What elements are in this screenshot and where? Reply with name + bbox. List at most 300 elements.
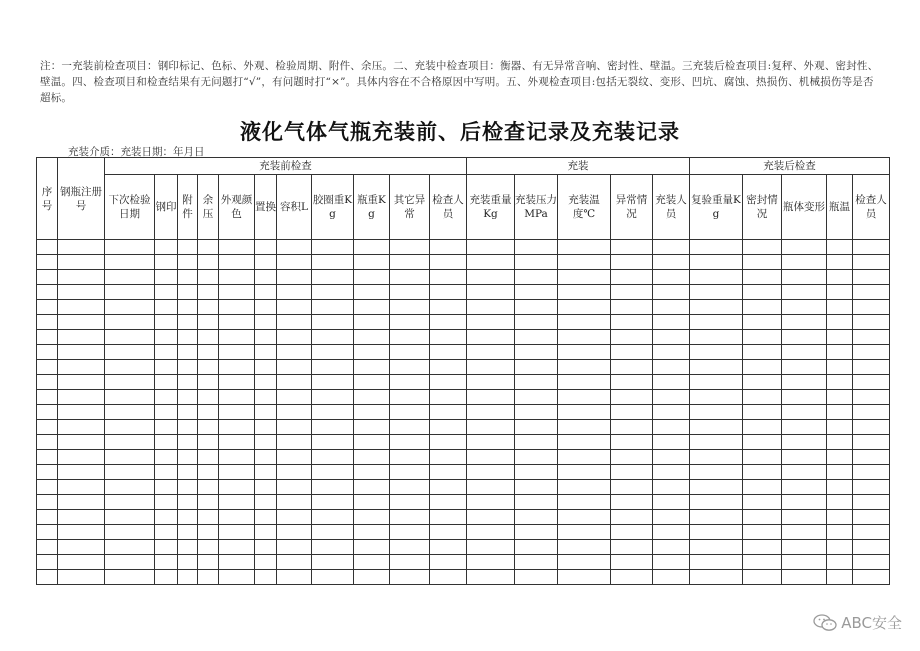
table-cell[interactable] bbox=[255, 465, 277, 480]
table-cell[interactable] bbox=[37, 405, 58, 420]
table-cell[interactable] bbox=[611, 315, 653, 330]
table-cell[interactable] bbox=[827, 420, 853, 435]
table-cell[interactable] bbox=[390, 360, 430, 375]
table-cell[interactable] bbox=[219, 285, 255, 300]
table-cell[interactable] bbox=[430, 285, 467, 300]
table-cell[interactable] bbox=[430, 360, 467, 375]
table-cell[interactable] bbox=[390, 240, 430, 255]
table-cell[interactable] bbox=[277, 465, 312, 480]
table-cell[interactable] bbox=[782, 375, 827, 390]
table-cell[interactable] bbox=[558, 330, 611, 345]
table-cell[interactable] bbox=[312, 435, 354, 450]
table-cell[interactable] bbox=[467, 390, 515, 405]
table-cell[interactable] bbox=[105, 360, 155, 375]
table-cell[interactable] bbox=[467, 330, 515, 345]
table-cell[interactable] bbox=[782, 435, 827, 450]
table-cell[interactable] bbox=[255, 315, 277, 330]
table-cell[interactable] bbox=[198, 345, 219, 360]
table-cell[interactable] bbox=[743, 360, 782, 375]
table-cell[interactable] bbox=[105, 375, 155, 390]
table-cell[interactable] bbox=[312, 465, 354, 480]
table-cell[interactable] bbox=[467, 285, 515, 300]
table-cell[interactable] bbox=[653, 255, 690, 270]
table-cell[interactable] bbox=[58, 360, 105, 375]
table-cell[interactable] bbox=[155, 270, 178, 285]
table-cell[interactable] bbox=[743, 300, 782, 315]
table-cell[interactable] bbox=[198, 255, 219, 270]
table-cell[interactable] bbox=[743, 555, 782, 570]
table-cell[interactable] bbox=[853, 465, 890, 480]
table-cell[interactable] bbox=[312, 315, 354, 330]
table-cell[interactable] bbox=[467, 525, 515, 540]
table-cell[interactable] bbox=[219, 330, 255, 345]
table-cell[interactable] bbox=[354, 555, 390, 570]
table-cell[interactable] bbox=[782, 270, 827, 285]
table-cell[interactable] bbox=[853, 570, 890, 585]
table-cell[interactable] bbox=[178, 270, 198, 285]
table-cell[interactable] bbox=[277, 435, 312, 450]
table-cell[interactable] bbox=[178, 345, 198, 360]
table-cell[interactable] bbox=[178, 420, 198, 435]
table-cell[interactable] bbox=[105, 300, 155, 315]
table-cell[interactable] bbox=[653, 240, 690, 255]
table-cell[interactable] bbox=[255, 420, 277, 435]
table-cell[interactable] bbox=[690, 450, 743, 465]
table-cell[interactable] bbox=[178, 315, 198, 330]
table-cell[interactable] bbox=[690, 435, 743, 450]
table-cell[interactable] bbox=[430, 255, 467, 270]
table-cell[interactable] bbox=[277, 285, 312, 300]
table-cell[interactable] bbox=[467, 480, 515, 495]
table-cell[interactable] bbox=[653, 375, 690, 390]
table-cell[interactable] bbox=[558, 300, 611, 315]
table-cell[interactable] bbox=[690, 525, 743, 540]
table-cell[interactable] bbox=[277, 555, 312, 570]
table-cell[interactable] bbox=[37, 375, 58, 390]
table-cell[interactable] bbox=[611, 480, 653, 495]
table-cell[interactable] bbox=[782, 540, 827, 555]
table-cell[interactable] bbox=[198, 510, 219, 525]
table-cell[interactable] bbox=[255, 480, 277, 495]
table-cell[interactable] bbox=[277, 420, 312, 435]
table-cell[interactable] bbox=[430, 570, 467, 585]
table-cell[interactable] bbox=[390, 330, 430, 345]
table-cell[interactable] bbox=[782, 555, 827, 570]
table-cell[interactable] bbox=[782, 480, 827, 495]
table-cell[interactable] bbox=[219, 375, 255, 390]
table-cell[interactable] bbox=[653, 270, 690, 285]
table-cell[interactable] bbox=[155, 450, 178, 465]
table-cell[interactable] bbox=[390, 405, 430, 420]
table-cell[interactable] bbox=[390, 270, 430, 285]
table-cell[interactable] bbox=[467, 420, 515, 435]
table-cell[interactable] bbox=[853, 495, 890, 510]
table-cell[interactable] bbox=[58, 540, 105, 555]
table-cell[interactable] bbox=[105, 420, 155, 435]
table-cell[interactable] bbox=[390, 510, 430, 525]
table-cell[interactable] bbox=[105, 345, 155, 360]
table-cell[interactable] bbox=[37, 495, 58, 510]
table-cell[interactable] bbox=[198, 285, 219, 300]
table-cell[interactable] bbox=[105, 555, 155, 570]
table-cell[interactable] bbox=[354, 450, 390, 465]
table-cell[interactable] bbox=[58, 555, 105, 570]
table-cell[interactable] bbox=[37, 450, 58, 465]
table-cell[interactable] bbox=[653, 465, 690, 480]
table-cell[interactable] bbox=[853, 390, 890, 405]
table-cell[interactable] bbox=[277, 300, 312, 315]
table-cell[interactable] bbox=[558, 315, 611, 330]
table-cell[interactable] bbox=[255, 435, 277, 450]
table-cell[interactable] bbox=[611, 405, 653, 420]
table-cell[interactable] bbox=[105, 315, 155, 330]
table-cell[interactable] bbox=[558, 435, 611, 450]
table-cell[interactable] bbox=[467, 555, 515, 570]
table-cell[interactable] bbox=[105, 255, 155, 270]
table-cell[interactable] bbox=[782, 300, 827, 315]
table-cell[interactable] bbox=[558, 465, 611, 480]
table-cell[interactable] bbox=[105, 510, 155, 525]
table-cell[interactable] bbox=[312, 300, 354, 315]
table-cell[interactable] bbox=[853, 375, 890, 390]
table-cell[interactable] bbox=[198, 240, 219, 255]
table-cell[interactable] bbox=[312, 405, 354, 420]
table-cell[interactable] bbox=[515, 270, 558, 285]
table-cell[interactable] bbox=[827, 450, 853, 465]
table-cell[interactable] bbox=[178, 330, 198, 345]
table-cell[interactable] bbox=[155, 360, 178, 375]
table-cell[interactable] bbox=[653, 300, 690, 315]
table-cell[interactable] bbox=[743, 465, 782, 480]
table-cell[interactable] bbox=[390, 465, 430, 480]
table-cell[interactable] bbox=[155, 285, 178, 300]
table-cell[interactable] bbox=[782, 450, 827, 465]
table-cell[interactable] bbox=[853, 450, 890, 465]
table-cell[interactable] bbox=[515, 540, 558, 555]
table-cell[interactable] bbox=[255, 450, 277, 465]
table-cell[interactable] bbox=[277, 510, 312, 525]
table-cell[interactable] bbox=[743, 405, 782, 420]
table-cell[interactable] bbox=[558, 540, 611, 555]
table-cell[interactable] bbox=[255, 570, 277, 585]
table-cell[interactable] bbox=[853, 360, 890, 375]
table-cell[interactable] bbox=[558, 570, 611, 585]
table-cell[interactable] bbox=[37, 315, 58, 330]
table-cell[interactable] bbox=[312, 330, 354, 345]
table-cell[interactable] bbox=[430, 300, 467, 315]
table-cell[interactable] bbox=[853, 285, 890, 300]
table-cell[interactable] bbox=[558, 255, 611, 270]
table-cell[interactable] bbox=[354, 420, 390, 435]
table-cell[interactable] bbox=[782, 285, 827, 300]
table-cell[interactable] bbox=[430, 525, 467, 540]
table-cell[interactable] bbox=[743, 510, 782, 525]
table-cell[interactable] bbox=[515, 300, 558, 315]
table-cell[interactable] bbox=[58, 330, 105, 345]
table-cell[interactable] bbox=[827, 495, 853, 510]
table-cell[interactable] bbox=[558, 405, 611, 420]
table-cell[interactable] bbox=[277, 480, 312, 495]
table-cell[interactable] bbox=[255, 405, 277, 420]
table-cell[interactable] bbox=[219, 525, 255, 540]
table-cell[interactable] bbox=[515, 375, 558, 390]
table-cell[interactable] bbox=[782, 315, 827, 330]
table-cell[interactable] bbox=[277, 315, 312, 330]
table-cell[interactable] bbox=[558, 285, 611, 300]
table-cell[interactable] bbox=[782, 240, 827, 255]
table-cell[interactable] bbox=[467, 465, 515, 480]
table-cell[interactable] bbox=[653, 570, 690, 585]
table-cell[interactable] bbox=[105, 450, 155, 465]
table-cell[interactable] bbox=[690, 465, 743, 480]
table-cell[interactable] bbox=[515, 450, 558, 465]
table-cell[interactable] bbox=[558, 495, 611, 510]
table-cell[interactable] bbox=[277, 345, 312, 360]
table-cell[interactable] bbox=[430, 540, 467, 555]
table-cell[interactable] bbox=[255, 510, 277, 525]
table-cell[interactable] bbox=[312, 420, 354, 435]
table-cell[interactable] bbox=[198, 270, 219, 285]
table-cell[interactable] bbox=[105, 495, 155, 510]
table-cell[interactable] bbox=[515, 240, 558, 255]
table-cell[interactable] bbox=[277, 570, 312, 585]
table-cell[interactable] bbox=[653, 510, 690, 525]
table-cell[interactable] bbox=[58, 420, 105, 435]
table-cell[interactable] bbox=[178, 450, 198, 465]
table-cell[interactable] bbox=[198, 555, 219, 570]
table-cell[interactable] bbox=[178, 375, 198, 390]
table-cell[interactable] bbox=[312, 390, 354, 405]
table-cell[interactable] bbox=[155, 540, 178, 555]
table-cell[interactable] bbox=[827, 555, 853, 570]
table-cell[interactable] bbox=[430, 330, 467, 345]
table-cell[interactable] bbox=[219, 420, 255, 435]
table-cell[interactable] bbox=[853, 480, 890, 495]
table-cell[interactable] bbox=[782, 390, 827, 405]
table-cell[interactable] bbox=[155, 570, 178, 585]
table-cell[interactable] bbox=[558, 450, 611, 465]
table-cell[interactable] bbox=[430, 270, 467, 285]
table-cell[interactable] bbox=[611, 570, 653, 585]
table-cell[interactable] bbox=[515, 555, 558, 570]
table-cell[interactable] bbox=[312, 345, 354, 360]
table-cell[interactable] bbox=[782, 510, 827, 525]
table-cell[interactable] bbox=[743, 330, 782, 345]
table-cell[interactable] bbox=[37, 525, 58, 540]
table-cell[interactable] bbox=[782, 465, 827, 480]
table-cell[interactable] bbox=[198, 525, 219, 540]
table-cell[interactable] bbox=[58, 375, 105, 390]
table-cell[interactable] bbox=[853, 330, 890, 345]
table-cell[interactable] bbox=[743, 315, 782, 330]
table-cell[interactable] bbox=[827, 405, 853, 420]
table-cell[interactable] bbox=[178, 240, 198, 255]
table-cell[interactable] bbox=[255, 300, 277, 315]
table-cell[interactable] bbox=[390, 555, 430, 570]
table-cell[interactable] bbox=[430, 480, 467, 495]
table-cell[interactable] bbox=[782, 345, 827, 360]
table-cell[interactable] bbox=[354, 495, 390, 510]
table-cell[interactable] bbox=[198, 540, 219, 555]
table-cell[interactable] bbox=[312, 240, 354, 255]
table-cell[interactable] bbox=[219, 495, 255, 510]
table-cell[interactable] bbox=[853, 540, 890, 555]
table-cell[interactable] bbox=[690, 390, 743, 405]
table-cell[interactable] bbox=[515, 345, 558, 360]
table-cell[interactable] bbox=[782, 255, 827, 270]
table-cell[interactable] bbox=[354, 300, 390, 315]
table-cell[interactable] bbox=[219, 240, 255, 255]
table-cell[interactable] bbox=[743, 390, 782, 405]
table-cell[interactable] bbox=[827, 300, 853, 315]
table-cell[interactable] bbox=[515, 435, 558, 450]
table-cell[interactable] bbox=[390, 570, 430, 585]
table-cell[interactable] bbox=[782, 495, 827, 510]
table-cell[interactable] bbox=[782, 570, 827, 585]
table-cell[interactable] bbox=[37, 240, 58, 255]
table-cell[interactable] bbox=[690, 570, 743, 585]
table-cell[interactable] bbox=[827, 525, 853, 540]
table-cell[interactable] bbox=[58, 255, 105, 270]
table-cell[interactable] bbox=[198, 360, 219, 375]
table-cell[interactable] bbox=[827, 285, 853, 300]
table-cell[interactable] bbox=[58, 285, 105, 300]
table-cell[interactable] bbox=[430, 345, 467, 360]
table-cell[interactable] bbox=[782, 420, 827, 435]
table-cell[interactable] bbox=[312, 270, 354, 285]
table-cell[interactable] bbox=[37, 255, 58, 270]
table-cell[interactable] bbox=[312, 255, 354, 270]
table-cell[interactable] bbox=[743, 240, 782, 255]
table-cell[interactable] bbox=[178, 300, 198, 315]
table-cell[interactable] bbox=[155, 555, 178, 570]
table-cell[interactable] bbox=[467, 510, 515, 525]
table-cell[interactable] bbox=[277, 270, 312, 285]
table-cell[interactable] bbox=[198, 570, 219, 585]
table-cell[interactable] bbox=[354, 255, 390, 270]
table-cell[interactable] bbox=[312, 510, 354, 525]
table-cell[interactable] bbox=[430, 435, 467, 450]
table-cell[interactable] bbox=[255, 360, 277, 375]
table-cell[interactable] bbox=[390, 495, 430, 510]
table-cell[interactable] bbox=[58, 495, 105, 510]
table-cell[interactable] bbox=[105, 405, 155, 420]
table-cell[interactable] bbox=[255, 390, 277, 405]
table-cell[interactable] bbox=[743, 450, 782, 465]
table-cell[interactable] bbox=[743, 420, 782, 435]
table-cell[interactable] bbox=[155, 255, 178, 270]
table-cell[interactable] bbox=[515, 390, 558, 405]
table-cell[interactable] bbox=[58, 390, 105, 405]
table-cell[interactable] bbox=[219, 465, 255, 480]
table-cell[interactable] bbox=[653, 555, 690, 570]
table-cell[interactable] bbox=[611, 270, 653, 285]
table-cell[interactable] bbox=[690, 555, 743, 570]
table-cell[interactable] bbox=[37, 420, 58, 435]
table-cell[interactable] bbox=[515, 315, 558, 330]
table-cell[interactable] bbox=[853, 525, 890, 540]
table-cell[interactable] bbox=[354, 405, 390, 420]
table-cell[interactable] bbox=[653, 390, 690, 405]
table-cell[interactable] bbox=[155, 420, 178, 435]
table-cell[interactable] bbox=[853, 300, 890, 315]
table-cell[interactable] bbox=[178, 465, 198, 480]
table-cell[interactable] bbox=[653, 360, 690, 375]
table-cell[interactable] bbox=[37, 360, 58, 375]
table-cell[interactable] bbox=[653, 480, 690, 495]
table-cell[interactable] bbox=[58, 300, 105, 315]
table-cell[interactable] bbox=[611, 435, 653, 450]
table-cell[interactable] bbox=[155, 390, 178, 405]
table-cell[interactable] bbox=[105, 435, 155, 450]
table-cell[interactable] bbox=[178, 570, 198, 585]
table-cell[interactable] bbox=[198, 330, 219, 345]
table-cell[interactable] bbox=[782, 360, 827, 375]
table-cell[interactable] bbox=[558, 345, 611, 360]
table-cell[interactable] bbox=[390, 540, 430, 555]
table-cell[interactable] bbox=[690, 540, 743, 555]
table-cell[interactable] bbox=[690, 420, 743, 435]
table-cell[interactable] bbox=[653, 315, 690, 330]
table-cell[interactable] bbox=[390, 450, 430, 465]
table-cell[interactable] bbox=[430, 375, 467, 390]
table-cell[interactable] bbox=[558, 240, 611, 255]
table-cell[interactable] bbox=[155, 495, 178, 510]
table-cell[interactable] bbox=[611, 540, 653, 555]
table-cell[interactable] bbox=[277, 495, 312, 510]
table-cell[interactable] bbox=[467, 345, 515, 360]
table-cell[interactable] bbox=[467, 570, 515, 585]
table-cell[interactable] bbox=[515, 480, 558, 495]
table-cell[interactable] bbox=[312, 540, 354, 555]
table-cell[interactable] bbox=[198, 315, 219, 330]
table-cell[interactable] bbox=[219, 255, 255, 270]
table-cell[interactable] bbox=[611, 525, 653, 540]
table-cell[interactable] bbox=[853, 270, 890, 285]
table-cell[interactable] bbox=[782, 330, 827, 345]
table-cell[interactable] bbox=[611, 495, 653, 510]
table-cell[interactable] bbox=[827, 360, 853, 375]
table-cell[interactable] bbox=[312, 570, 354, 585]
table-cell[interactable] bbox=[611, 300, 653, 315]
table-cell[interactable] bbox=[827, 390, 853, 405]
table-cell[interactable] bbox=[155, 375, 178, 390]
table-cell[interactable] bbox=[198, 390, 219, 405]
table-cell[interactable] bbox=[743, 270, 782, 285]
table-cell[interactable] bbox=[653, 435, 690, 450]
table-cell[interactable] bbox=[690, 330, 743, 345]
table-cell[interactable] bbox=[178, 405, 198, 420]
table-cell[interactable] bbox=[827, 570, 853, 585]
table-cell[interactable] bbox=[827, 255, 853, 270]
table-cell[interactable] bbox=[58, 270, 105, 285]
table-cell[interactable] bbox=[155, 510, 178, 525]
table-cell[interactable] bbox=[277, 255, 312, 270]
table-cell[interactable] bbox=[743, 525, 782, 540]
table-cell[interactable] bbox=[611, 255, 653, 270]
table-cell[interactable] bbox=[155, 315, 178, 330]
table-cell[interactable] bbox=[690, 405, 743, 420]
table-cell[interactable] bbox=[255, 345, 277, 360]
table-cell[interactable] bbox=[354, 285, 390, 300]
table-cell[interactable] bbox=[853, 405, 890, 420]
table-cell[interactable] bbox=[219, 540, 255, 555]
table-cell[interactable] bbox=[219, 270, 255, 285]
table-cell[interactable] bbox=[354, 240, 390, 255]
table-cell[interactable] bbox=[743, 570, 782, 585]
table-cell[interactable] bbox=[743, 345, 782, 360]
table-cell[interactable] bbox=[312, 480, 354, 495]
